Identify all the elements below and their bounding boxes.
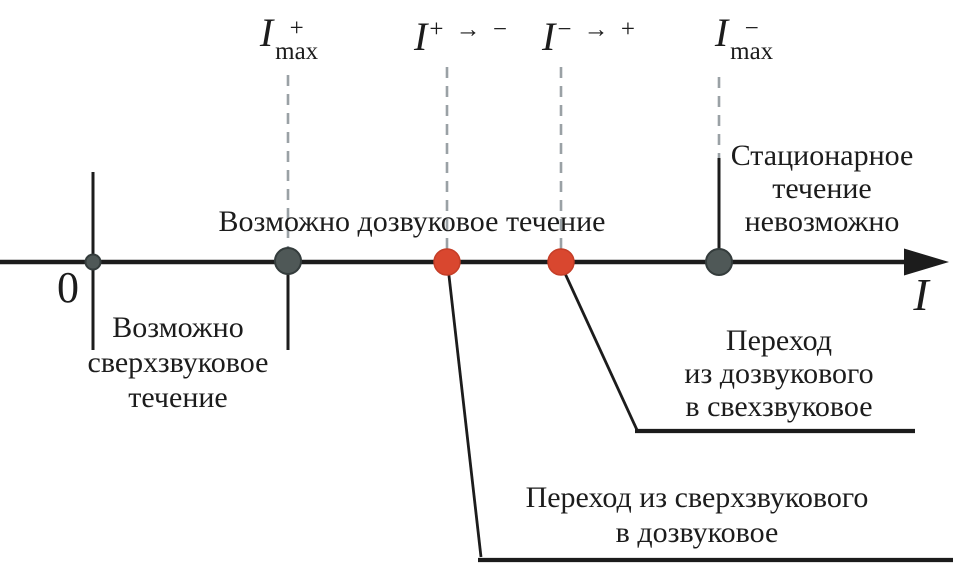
annotation-line: Переход из сверхзвукового — [525, 481, 869, 514]
marker-label-imax-plus — [259, 10, 319, 65]
annotation-stationary-impossible — [731, 139, 914, 238]
annotation-line: Возможно дозвуковое течение — [218, 205, 606, 238]
annotation-line: Стационарное — [730, 139, 914, 172]
marker-base: I — [541, 14, 556, 59]
marker-superscript: + → − — [429, 16, 511, 43]
annotation-line: невозможно — [744, 205, 900, 238]
annotation-transition-super-to-sub — [526, 480, 869, 550]
marker-label-imax-minus — [714, 10, 774, 65]
annotation-line: в свехзвуковое — [685, 390, 873, 423]
marker-subscript: max — [275, 38, 319, 65]
annotation-line: в дозвуковое — [615, 516, 779, 549]
marker-base: I — [259, 10, 274, 55]
annotation-line: Переход — [725, 324, 833, 357]
annotation-subsonic-possible — [219, 205, 606, 238]
annotation-line: течение — [128, 381, 228, 414]
point-minus-to-plus — [548, 249, 574, 275]
point-imax-minus — [706, 249, 732, 275]
marker-superscript: − → + — [557, 16, 639, 43]
marker-label-plus-to-minus — [413, 14, 511, 59]
marker-superscript: + — [289, 15, 304, 42]
point-origin — [86, 255, 101, 270]
annotation-line: сверхзвуковое — [87, 346, 269, 379]
marker-label-minus-to-plus — [541, 14, 639, 59]
annotation-transition-sub-to-super — [684, 324, 873, 423]
annotation-line: из дозвукового — [684, 357, 874, 390]
leader-sub-to-super — [563, 269, 637, 430]
point-plus-to-minus — [434, 249, 460, 275]
annotation-line: течение — [772, 172, 872, 205]
marker-base: I — [413, 14, 428, 59]
marker-base: I — [714, 10, 729, 55]
axis-variable-label: I — [913, 269, 929, 320]
origin-label: 0 — [57, 263, 79, 312]
annotation-supersonic-possible — [88, 310, 269, 415]
point-imax-plus — [275, 248, 301, 274]
leader-super-to-sub — [448, 267, 481, 557]
annotation-line: Возможно — [112, 311, 244, 344]
marker-subscript: max — [730, 38, 774, 65]
marker-superscript: − — [744, 15, 759, 42]
